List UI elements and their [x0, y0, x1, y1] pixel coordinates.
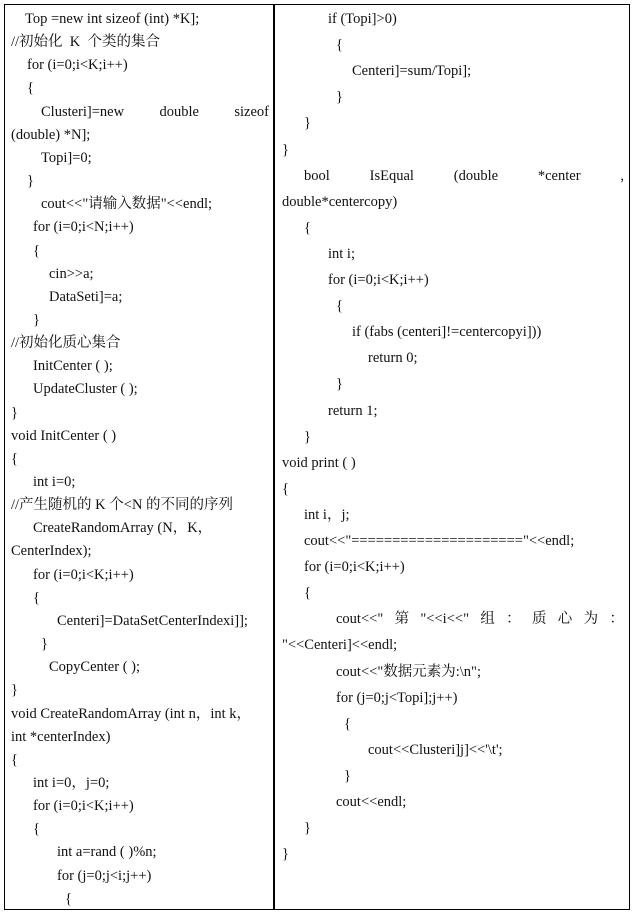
code-line: for (j=0;j<i;j++)	[57, 867, 152, 884]
code-line: for (i=0;i<K;i++)	[33, 566, 134, 583]
code-line: }	[11, 404, 18, 421]
code-line: for (i=0;i<N;i++)	[33, 219, 134, 236]
code-line: int i;	[328, 245, 355, 262]
code-line: Centeri]=DataSetCenterIndexi]];	[57, 612, 248, 629]
code-line: cin>>a;	[49, 265, 94, 282]
code-line: double*centercopy)	[282, 193, 398, 210]
code-line: }	[282, 846, 289, 863]
code-line: "<<Centeri]<<endl;	[282, 637, 398, 654]
code-line: for (j=0;j<Topi];j++)	[336, 689, 458, 706]
code-line: }	[304, 115, 311, 132]
code-line: {	[336, 37, 343, 54]
code-line: cout<<Clusteri]j]<<'\t';	[368, 741, 503, 758]
code-line: {	[304, 585, 311, 602]
code-line: int a=rand ( )%n;	[57, 844, 157, 861]
code-line: cout<<"数据元素为:\n";	[336, 663, 481, 680]
code-line: }	[27, 173, 34, 190]
code-token: ：	[506, 611, 521, 628]
code-line: int i，j;	[304, 506, 350, 523]
code-line: }	[304, 428, 311, 445]
code-line: DataSeti]=a;	[49, 288, 123, 305]
code-token: 质	[531, 611, 547, 628]
code-token: 第	[394, 611, 410, 628]
code-token: "<<i<<"	[420, 611, 469, 628]
code-token: IsEqual	[369, 167, 414, 184]
code-line: {	[336, 298, 343, 315]
code-line	[276, 165, 628, 188]
code-line: return 1;	[328, 402, 378, 419]
code-token: Clusteri]=new	[41, 103, 125, 120]
code-line: (double) *N];	[11, 126, 91, 143]
code-line: int i=0，j=0;	[33, 774, 110, 791]
code-token: ：	[609, 611, 624, 628]
code-token: *center	[537, 167, 581, 184]
code-line: int i=0;	[33, 474, 76, 490]
code-line: cout<<endl;	[336, 794, 407, 810]
code-line: //初始化质心集合	[11, 335, 121, 352]
code-line: {	[11, 751, 18, 768]
code-token: sizeof	[234, 103, 269, 120]
code-line: cout<<"====================="<<endl;	[304, 533, 575, 549]
code-line: }	[344, 767, 351, 784]
code-line: {	[65, 890, 72, 907]
code-line: }	[304, 820, 311, 837]
column-divider	[273, 5, 275, 909]
code-line: Topi]=0;	[41, 149, 92, 166]
code-line: {	[344, 715, 351, 732]
code-line: if (Topi]>0)	[328, 11, 397, 27]
code-token: 为	[583, 611, 599, 628]
code-line: }	[336, 89, 343, 106]
code-line: {	[27, 80, 34, 97]
code-line: for (i=0;i<K;i++)	[33, 798, 134, 815]
code-line: Centeri]=sum/Topi];	[352, 63, 472, 80]
code-token: (double	[453, 167, 499, 184]
code-line: void CreateRandomArray (int n，int k，	[11, 705, 252, 722]
code-line: UpdateCluster ( );	[33, 381, 138, 398]
code-line	[276, 608, 628, 631]
code-listing-table	[4, 4, 630, 910]
code-token: bool	[304, 167, 330, 184]
code-line: for (i=0;i<K;i++)	[328, 272, 429, 288]
code-line: cout<<"请输入数据"<<endl;	[41, 196, 213, 213]
code-line: }	[336, 376, 343, 393]
code-line: for (i=0;i<K;i++)	[304, 559, 405, 576]
code-token: 组	[480, 611, 495, 628]
code-line: void InitCenter ( )	[11, 427, 117, 444]
code-token: 心	[557, 611, 573, 628]
code-token: double	[159, 103, 199, 120]
code-line: CreateRandomArray (N，K，	[33, 520, 213, 537]
code-line: {	[33, 821, 40, 838]
code-line: InitCenter ( );	[33, 358, 113, 375]
code-line: Top =new int sizeof (int) *K];	[25, 11, 200, 27]
code-token: ,	[620, 167, 624, 184]
code-line: //初始化 K 个类的集合	[11, 34, 161, 51]
code-line: {	[304, 219, 311, 236]
code-line: void print ( )	[282, 454, 356, 471]
code-token: cout<<"	[336, 611, 384, 628]
code-line: for (i=0;i<K;i++)	[27, 57, 128, 74]
code-line: }	[33, 311, 40, 328]
code-line: {	[33, 589, 40, 606]
code-line: }	[11, 682, 18, 699]
code-line: int *centerIndex)	[11, 728, 111, 745]
code-line: CopyCenter ( );	[49, 659, 141, 676]
code-line: {	[33, 242, 40, 259]
code-line: }	[282, 141, 289, 158]
code-line: }	[41, 636, 48, 653]
code-line: if (fabs (centeri]!=centercopyi]))	[352, 324, 542, 341]
code-line: {	[282, 480, 289, 497]
code-line	[5, 101, 273, 124]
code-line: CenterIndex);	[11, 543, 92, 560]
code-line: //产生随机的 K 个<N 的不同的序列	[11, 497, 234, 514]
code-line: return 0;	[368, 350, 418, 367]
code-line: {	[11, 450, 18, 467]
